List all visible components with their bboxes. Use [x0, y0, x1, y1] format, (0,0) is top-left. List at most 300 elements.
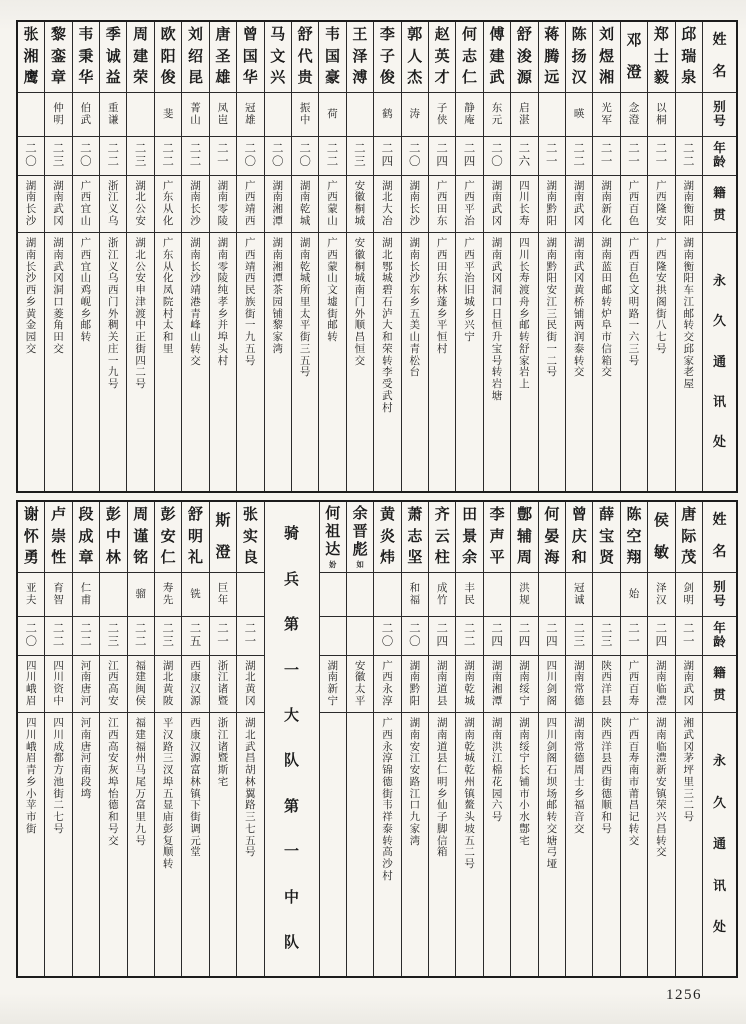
- age-cell: [320, 617, 346, 656]
- native-place-cell: 四 川 资 中: [45, 656, 71, 713]
- alias-cell: 念 澄: [621, 93, 647, 137]
- address-cell: 广 西 百 色 文 明 路 一 六 三 号: [628, 238, 640, 367]
- alias-cell: 振 中: [292, 93, 318, 137]
- age-cell: 二 一: [621, 617, 647, 656]
- alias-cell: [484, 573, 510, 617]
- name-cell: 萧 志 坚: [402, 502, 428, 573]
- native-place-cell: 湖 南 黔 阳: [539, 176, 565, 233]
- address-cell: 广 西 田 东 林 蓬 乡 平 恒 村: [436, 238, 448, 355]
- native-place-cell: 湖 南 长 沙: [402, 176, 428, 233]
- name-note: 妢: [328, 559, 337, 569]
- native-place-cell: 陕 西 洋 县: [593, 656, 619, 713]
- alias-cell: 斐: [155, 93, 181, 137]
- native-place-cell: 广 西 平 治: [456, 176, 482, 233]
- native-place-cell: 湖 南 临 澧: [648, 656, 674, 713]
- alias-cell: 启 湛: [511, 93, 537, 137]
- native-place-cell: 湖 南 绥 宁: [511, 656, 537, 713]
- column-header-alias: 别 号: [703, 573, 736, 617]
- address-cell: 广 西 永 淳 锦 德 街 韦 祥 泰 转 高 沙 村: [382, 718, 393, 882]
- person-column: [45, 502, 72, 976]
- address-cell: 广 东 从 化 凤 院 村 太 和 里: [162, 238, 174, 355]
- alias-cell: [100, 573, 126, 617]
- address-cell: 湖 南 绥 宁 长 铺 市 小 水 鄷 宅: [519, 718, 530, 847]
- address-cell: 湖 北 公 安 申 津 渡 中 正 街 四 二 号: [135, 238, 146, 390]
- alias-cell: 以 桐: [648, 93, 674, 137]
- alias-cell: 鹤: [374, 93, 400, 137]
- person-column: [100, 22, 127, 491]
- person-column: [539, 502, 566, 976]
- person-column: [511, 22, 538, 491]
- alias-cell: 亚 夫: [18, 573, 44, 617]
- address-cell: 湖 南 湘 潭 茶 园 铺 黎 家 湾: [272, 238, 283, 355]
- person-column: [100, 502, 127, 976]
- address-cell: 四 川 峨 眉 青 乡 小 苹 市 街: [25, 718, 37, 835]
- native-place-cell: 安 徽 桐 城: [347, 176, 373, 233]
- native-place-cell: 湖 南 黔 阳: [402, 656, 428, 713]
- address-cell: 湖 南 长 沙 靖 港 青 峰 山 转 交: [190, 238, 201, 367]
- person-column: [182, 22, 209, 491]
- address-cell: 四 川 剑 阁 石 坝 场 邮 转 交 塘 弓 垭: [546, 718, 558, 870]
- age-cell: 二 三: [100, 617, 126, 656]
- address-cell: 湖 南 长 沙 西 乡 黄 金 园 交: [25, 238, 37, 355]
- column-header-alias: 别 号: [703, 93, 736, 137]
- page-number: 1256: [666, 987, 702, 1003]
- native-place-cell: 广 西 百 色: [621, 176, 647, 233]
- name-cell: 侯 敏: [648, 502, 674, 573]
- age-cell: 二 四: [648, 617, 674, 656]
- address-cell: 广 西 宜 山 鸡 岘 乡 邮 转: [80, 238, 92, 343]
- address-cell: 湖 南 武 冈 黄 桥 铺 两 润 泰 转 交: [573, 238, 585, 379]
- alias-cell: 冠 诚: [566, 573, 592, 617]
- address-cell: 平 汉 路 三 汊 埠 五 显 庙 彭 复 顺 转: [162, 718, 174, 870]
- native-place-cell: 河 南 唐 河: [73, 656, 99, 713]
- name-cell: 季 诚 益: [100, 22, 126, 93]
- age-cell: 二 三: [155, 617, 181, 656]
- age-cell: 二 三: [566, 617, 592, 656]
- address-cell: 湖 南 长 沙 东 乡 五 美 山 青 松 台: [409, 238, 420, 379]
- native-place-cell: 湖 北 大 冶: [374, 176, 400, 233]
- native-place-cell: 浙 江 诸 暨: [210, 656, 236, 713]
- person-column: [676, 22, 703, 491]
- address-cell: 湖 南 黔 阳 安 江 三 民 街 一 二 号: [546, 238, 558, 379]
- age-cell: 二 二: [676, 137, 702, 176]
- age-cell: 二 〇: [265, 137, 291, 176]
- native-place-cell: 安 徽 太 平: [347, 656, 373, 713]
- alias-cell: 洪 规: [511, 573, 537, 617]
- person-column: [648, 502, 675, 976]
- person-column: [127, 22, 154, 491]
- native-place-cell: 湖 南 长 沙: [182, 176, 208, 233]
- person-column: [539, 22, 566, 491]
- alias-cell: 重 谦: [100, 93, 126, 137]
- age-cell: 二 四: [374, 137, 400, 176]
- age-cell: 二 四: [429, 137, 455, 176]
- native-place-cell: 广 西 田 东: [429, 176, 455, 233]
- name-cell: 彭 中 林: [100, 502, 126, 573]
- address-cell: 浙 江 义 乌 西 门 外 稠 关 庄 一 九 号: [108, 238, 119, 390]
- roster-table-top: [16, 20, 738, 493]
- person-column: [73, 22, 100, 491]
- name-cell: 蒋 腾 远: [539, 22, 565, 93]
- name-cell: 曾 庆 和: [566, 502, 592, 573]
- alias-cell: [347, 93, 373, 137]
- unit-section-column: [265, 502, 320, 976]
- name-note: 如: [356, 559, 364, 569]
- person-column: [237, 502, 264, 976]
- alias-cell: 始: [621, 573, 647, 617]
- address-cell: 河 南 唐 河 南 段 塆: [80, 718, 92, 800]
- native-place-cell: 湖 南 乾 城: [292, 176, 318, 233]
- age-cell: 二 一: [648, 137, 674, 176]
- address-cell: 湘 武 冈 茅 坪 里 三 二 号: [683, 718, 695, 823]
- person-column: [18, 22, 45, 491]
- name-cell: 唐 圣 雄: [210, 22, 236, 93]
- alias-cell: 铣: [182, 573, 208, 617]
- alias-cell: [593, 573, 619, 617]
- native-place-cell: 四 川 长 寿: [511, 176, 537, 233]
- name-cell: 齐 云 柱: [429, 502, 455, 573]
- person-column: [566, 502, 593, 976]
- address-cell: 湖 南 常 德 周 士 乡 福 音 交: [573, 718, 585, 835]
- person-column: [320, 502, 347, 976]
- address-cell: 湖 南 衡 阳 车 江 邮 转 交 邱 家 老 屋: [683, 238, 695, 390]
- age-cell: 二 二: [45, 617, 71, 656]
- name-cell: 韦 国 豪: [319, 22, 345, 93]
- alias-cell: [320, 573, 346, 617]
- name-cell: 欧 阳 俊: [155, 22, 181, 93]
- age-cell: 二 〇: [374, 617, 400, 656]
- person-column: [621, 502, 648, 976]
- age-cell: 二 二: [155, 137, 181, 176]
- person-column: [18, 502, 45, 976]
- age-cell: 二 四: [456, 137, 482, 176]
- address-cell: 湖 南 道 县 仁 明 乡 仙 子 脚 信 箱: [437, 718, 448, 859]
- address-cell: 四 川 长 寿 渡 舟 乡 邮 转 舒 家 岩 上: [519, 238, 530, 390]
- person-column: [210, 502, 237, 976]
- name-cell: 赵 英 才: [429, 22, 455, 93]
- person-column: [402, 502, 429, 976]
- alias-cell: 静 庵: [456, 93, 482, 137]
- age-cell: 二 一: [210, 137, 236, 176]
- address-cell: 广 西 隆 安 拱 阁 街 八 七 号: [656, 238, 667, 355]
- address-cell: 福 建 福 州 马 尾 万 富 里 九 号: [135, 718, 147, 847]
- age-cell: 二 三: [347, 137, 373, 176]
- person-column: [429, 502, 456, 976]
- person-column: [621, 22, 648, 491]
- age-cell: 二 三: [45, 137, 71, 176]
- person-column: [593, 22, 620, 491]
- alias-cell: 骝: [128, 573, 154, 617]
- alias-cell: 仁 甫: [73, 573, 99, 617]
- age-cell: 二 一: [676, 617, 702, 656]
- alias-cell: 子 侠: [429, 93, 455, 137]
- person-column: [456, 22, 483, 491]
- age-cell: 二 二: [456, 617, 482, 656]
- roster-table-bottom: [16, 500, 738, 978]
- name-cell: 周 建 荣: [127, 22, 153, 93]
- name-cell: 段 成 章: [73, 502, 99, 573]
- name-cell: 李 声 平: [484, 502, 510, 573]
- address-cell: 江 西 高 安 灰 埠 怡 德 和 号 交: [108, 718, 119, 847]
- address-cell: 广 西 靖 西 民 族 街 一 九 五 号: [245, 238, 256, 367]
- native-place-cell: 湖 南 乾 城: [456, 656, 482, 713]
- native-place-cell: 湖 南 道 县: [429, 656, 455, 713]
- name-cell: 何 祖 达 妢: [320, 502, 346, 573]
- name-cell: 舒 代 贵: [292, 22, 318, 93]
- age-cell: 二 五: [182, 617, 208, 656]
- alias-cell: [374, 573, 400, 617]
- person-column: [374, 502, 401, 976]
- name-cell: 卢 崇 性: [45, 502, 71, 573]
- native-place-cell: 湖 北 公 安: [127, 176, 153, 233]
- person-column: [347, 502, 374, 976]
- alias-cell: 剑 明: [676, 573, 702, 617]
- alias-cell: [265, 93, 291, 137]
- age-cell: 二 二: [182, 137, 208, 176]
- address-cell: 西 康 汉 源 富 林 镇 下 街 调 元 堂: [190, 718, 201, 859]
- age-cell: 二 二: [100, 137, 126, 176]
- native-place-cell: 湖 南 新 化: [593, 176, 619, 233]
- native-place-cell: 广 西 蒙 山: [319, 176, 345, 233]
- name-cell: 陈 扬 汉: [566, 22, 592, 93]
- name-cell: 斯 澄: [210, 502, 236, 573]
- native-place-cell: 福 建 闽 侯: [128, 656, 154, 713]
- person-column: [319, 22, 346, 491]
- name-cell: 邓 澄: [621, 22, 647, 93]
- person-column: [182, 502, 209, 976]
- address-cell: 湖 南 洪 江 棉 花 园 六 号: [491, 718, 503, 823]
- name-cell: 田 景 余: [456, 502, 482, 573]
- native-place-cell: 湖 南 新 宁: [320, 656, 346, 713]
- address-cell: 湖 南 武 冈 洞 口 菱 角 田 交: [53, 238, 64, 355]
- person-column: [374, 22, 401, 491]
- name-cell: 薛 宝 贤: [593, 502, 619, 573]
- name-cell: 邱 瑞 泉: [676, 22, 702, 93]
- alias-cell: 菁 山: [182, 93, 208, 137]
- address-cell: [320, 713, 346, 976]
- name-cell: 舒 明 礼: [182, 502, 208, 573]
- name-cell: 王 泽 溥: [347, 22, 373, 93]
- alias-cell: 寿 先: [155, 573, 181, 617]
- header-column: [703, 502, 736, 976]
- name-cell: 何 晏 海: [539, 502, 565, 573]
- address-cell: 湖 南 安 江 安 路 江 口 九 家 湾: [409, 718, 421, 847]
- column-header-address: 永 久 通 讯 处: [712, 753, 726, 934]
- alias-cell: 东 元: [484, 93, 510, 137]
- name-cell: 郑 士 毅: [648, 22, 674, 93]
- person-column: [210, 22, 237, 491]
- address-cell: 湖 南 蓝 田 邮 转 炉 阜 市 信 箱 交: [601, 238, 612, 379]
- age-cell: 二 三: [593, 617, 619, 656]
- native-place-cell: 广 东 从 化: [155, 176, 181, 233]
- name-cell: 余 晋 彪 如: [347, 502, 373, 573]
- age-cell: 二 四: [539, 617, 565, 656]
- age-cell: 二 一: [621, 137, 647, 176]
- alias-cell: 光 军: [593, 93, 619, 137]
- age-cell: 二 〇: [484, 137, 510, 176]
- person-column: [347, 22, 374, 491]
- age-cell: 二 〇: [18, 137, 44, 176]
- name-cell: 马 文 兴: [265, 22, 291, 93]
- age-cell: 二 〇: [402, 137, 428, 176]
- native-place-cell: 浙 江 义 乌: [100, 176, 126, 233]
- person-column: [593, 502, 620, 976]
- person-column: [265, 22, 292, 491]
- person-column: [429, 22, 456, 491]
- name-cell: 唐 际 茂: [676, 502, 702, 573]
- alias-cell: [127, 93, 153, 137]
- age-cell: 二 四: [484, 617, 510, 656]
- column-header-name: 姓 名: [703, 502, 736, 573]
- person-column: [155, 502, 182, 976]
- column-header-address: 永 久 通 讯 处: [712, 272, 726, 450]
- native-place-cell: 广 西 永 淳: [374, 656, 400, 713]
- native-place-cell: 广 西 靖 西: [237, 176, 263, 233]
- alias-cell: 仲 明: [45, 93, 71, 137]
- age-cell: 二 二: [566, 137, 592, 176]
- age-cell: 二 〇: [292, 137, 318, 176]
- alias-cell: 冠 雄: [237, 93, 263, 137]
- address-cell: 广 西 百 寿 南 市 莆 昌 记 转 交: [628, 718, 640, 847]
- age-cell: 二 一: [210, 617, 236, 656]
- age-cell: 二 一: [593, 137, 619, 176]
- age-cell: 二 六: [511, 137, 537, 176]
- age-cell: 二 四: [511, 617, 537, 656]
- person-column: [128, 502, 155, 976]
- age-cell: 二 〇: [402, 617, 428, 656]
- alias-cell: [539, 93, 565, 137]
- column-header-age: 年 龄: [703, 137, 736, 176]
- alias-cell: 荷: [319, 93, 345, 137]
- age-cell: 二 三: [127, 137, 153, 176]
- column-header-native: 籍 贯: [703, 656, 736, 713]
- address-cell: 浙 江 诸 暨 斯 宅: [217, 718, 229, 788]
- alias-cell: 伯 武: [73, 93, 99, 137]
- alias-cell: [18, 93, 44, 137]
- name-cell: 黄 炎 炜: [374, 502, 400, 573]
- native-place-cell: 湖 南 武 冈: [676, 656, 702, 713]
- alias-cell: 涛: [402, 93, 428, 137]
- native-place-cell: 四 川 剑 阁: [539, 656, 565, 713]
- age-cell: 二 二: [128, 617, 154, 656]
- native-place-cell: 江 西 高 安: [100, 656, 126, 713]
- native-place-cell: 湖 南 衡 阳: [676, 176, 702, 233]
- age-cell: 二 一: [237, 617, 263, 656]
- alias-cell: 暎: [566, 93, 592, 137]
- person-column: [155, 22, 182, 491]
- native-place-cell: 湖 北 黄 冈: [237, 656, 263, 713]
- person-column: [456, 502, 483, 976]
- column-header-native: 籍 贯: [703, 176, 736, 233]
- person-column: [484, 502, 511, 976]
- address-cell: 广 西 平 治 旧 城 乡 兴 宁: [464, 238, 475, 343]
- person-column: [73, 502, 100, 976]
- column-header-name: 姓 名: [703, 22, 736, 93]
- native-place-cell: 四 川 峨 眉: [18, 656, 44, 713]
- native-place-cell: 湖 北 黄 陂: [155, 656, 181, 713]
- address-cell: 湖 南 乾 城 乾 州 镇 鳌 头 坡 五 二 号: [464, 718, 475, 870]
- name-cell: 刘 煜 湘: [593, 22, 619, 93]
- name-cell: 韦 秉 华: [73, 22, 99, 93]
- person-column: [237, 22, 264, 491]
- native-place-cell: 广 西 隆 安: [648, 176, 674, 233]
- person-column: [648, 22, 675, 491]
- name-cell: 鄷 辅 周: [511, 502, 537, 573]
- address-cell: 湖 北 鄂 城 碧 石 泸 大 和 荣 转 李 受 武 村: [382, 238, 393, 414]
- address-cell: 湖 南 武 冈 洞 口 日 恒 升 宝 号 转 岩 塘: [491, 238, 503, 402]
- native-place-cell: 广 西 宜 山: [73, 176, 99, 233]
- alias-cell: 丰 民: [456, 573, 482, 617]
- address-cell: 湖 北 武 昌 胡 林 翼 路 三 七 五 号: [245, 718, 256, 859]
- alias-cell: 育 智: [45, 573, 71, 617]
- native-place-cell: 湖 南 武 冈: [484, 176, 510, 233]
- age-cell: [347, 617, 373, 656]
- name-cell: 曾 国 华: [237, 22, 263, 93]
- alias-cell: 成 竹: [429, 573, 455, 617]
- name-cell: 黎 銮 章: [45, 22, 71, 93]
- address-cell: 湖 南 零 陵 纯 孝 乡 并 埠 头 村: [217, 238, 229, 367]
- native-place-cell: 湖 南 长 沙: [18, 176, 44, 233]
- address-cell: 湖 南 乾 城 所 里 太 平 街 三 五 号: [299, 238, 311, 379]
- native-place-cell: 湖 南 武 冈: [45, 176, 71, 233]
- alias-cell: 巨 年: [210, 573, 236, 617]
- name-cell: 张 实 良: [237, 502, 263, 573]
- column-header-age: 年 龄: [703, 617, 736, 656]
- address-cell: 四 川 成 都 方 池 街 二 七 号: [53, 718, 64, 835]
- alias-cell: [676, 93, 702, 137]
- address-cell: 陕 西 洋 县 西 街 德 顺 和 号: [601, 718, 612, 835]
- native-place-cell: 湖 南 湘 潭: [484, 656, 510, 713]
- age-cell: 二 〇: [18, 617, 44, 656]
- unit-section-title: 骑 兵 第 一 大 队 第 一 中 队: [284, 526, 300, 951]
- age-cell: 二 一: [539, 137, 565, 176]
- alias-cell: [347, 573, 373, 617]
- alias-cell: 和 福: [402, 573, 428, 617]
- name-cell: 李 子 俊: [374, 22, 400, 93]
- native-place-cell: 湖 南 武 冈: [566, 176, 592, 233]
- age-cell: 二 〇: [73, 137, 99, 176]
- person-column: [676, 502, 703, 976]
- native-place-cell: 西 康 汉 源: [182, 656, 208, 713]
- person-column: [292, 22, 319, 491]
- name-cell: 何 志 仁: [456, 22, 482, 93]
- alias-cell: 凤 岜: [210, 93, 236, 137]
- name-cell: 陈 空 翔: [621, 502, 647, 573]
- address-cell: 安 徽 桐 城 南 门 外 顺 昌 恒 交: [354, 238, 366, 367]
- alias-cell: [539, 573, 565, 617]
- address-cell: 湖 南 临 澧 新 安 镇 荣 兴 昌 转 交: [656, 718, 667, 859]
- header-column: [703, 22, 736, 491]
- address-cell: [347, 713, 373, 976]
- person-column: [511, 502, 538, 976]
- name-cell: 郭 人 杰: [402, 22, 428, 93]
- age-cell: 二 二: [319, 137, 345, 176]
- native-place-cell: 湖 南 湘 潭: [265, 176, 291, 233]
- name-cell: 谢 怀 勇: [18, 502, 44, 573]
- age-cell: 二 二: [73, 617, 99, 656]
- native-place-cell: 湖 南 零 陵: [210, 176, 236, 233]
- native-place-cell: 湖 南 常 德: [566, 656, 592, 713]
- name-cell: 刘 绍 昆: [182, 22, 208, 93]
- person-column: [402, 22, 429, 491]
- name-cell: 傅 建 武: [484, 22, 510, 93]
- alias-cell: [237, 573, 263, 617]
- alias-cell: 泽 汉: [648, 573, 674, 617]
- name-cell: 彭 安 仁: [155, 502, 181, 573]
- age-cell: 二 〇: [237, 137, 263, 176]
- person-column: [566, 22, 593, 491]
- native-place-cell: 广 西 百 寿: [621, 656, 647, 713]
